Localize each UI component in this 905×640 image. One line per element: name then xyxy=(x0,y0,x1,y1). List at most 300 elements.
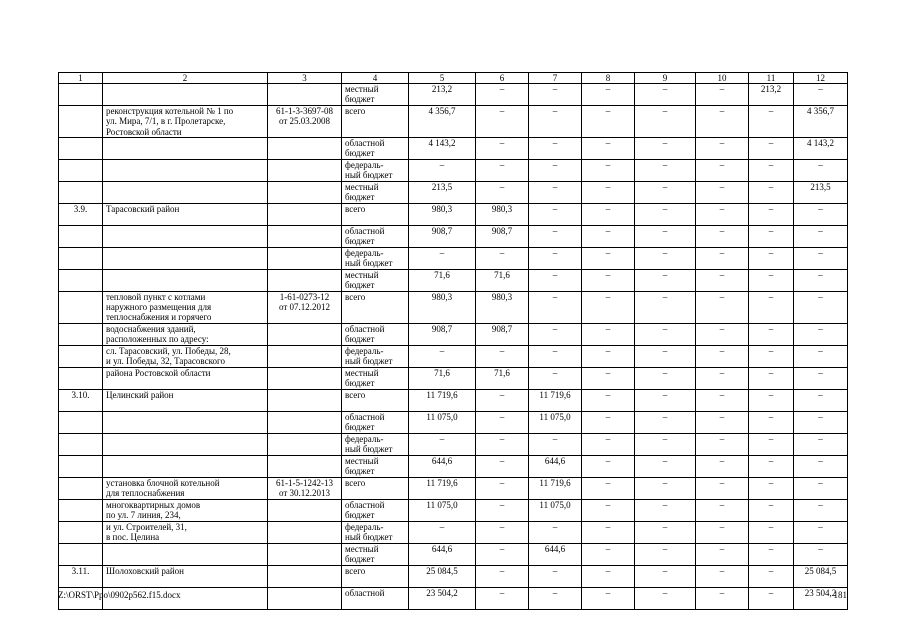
amount-cell: 23 504,2 xyxy=(794,587,848,609)
amount-cell: – xyxy=(529,367,582,389)
section-number-cell xyxy=(59,499,103,521)
amount-cell: – xyxy=(635,323,696,345)
amount-cell: – xyxy=(696,411,749,433)
header-cell: 7 xyxy=(529,73,582,84)
amount-cell: – xyxy=(749,181,794,203)
table-row xyxy=(59,269,848,291)
amount-cell: 11 719,6 xyxy=(409,477,476,499)
amount-cell: – xyxy=(794,521,848,543)
amount-cell: 4 143,2 xyxy=(409,137,476,159)
description-cell: района Ростовской области xyxy=(103,367,268,389)
amount-cell: 213,2 xyxy=(409,84,476,106)
budget-source-cell: федераль- ный бюджет xyxy=(342,159,409,181)
amount-cell: – xyxy=(635,367,696,389)
amount-cell: – xyxy=(749,225,794,247)
document-reference-cell xyxy=(268,543,342,565)
amount-cell: – xyxy=(696,389,749,411)
amount-cell: – xyxy=(476,543,529,565)
amount-cell: – xyxy=(696,323,749,345)
amount-cell: 908,7 xyxy=(409,225,476,247)
amount-cell: – xyxy=(794,291,848,323)
section-number-cell xyxy=(59,291,103,323)
amount-cell: – xyxy=(582,291,635,323)
section-number-cell xyxy=(59,411,103,433)
amount-cell: – xyxy=(696,433,749,455)
document-reference-cell xyxy=(268,159,342,181)
budget-source-cell: всего xyxy=(342,106,409,138)
table-row xyxy=(59,565,848,587)
table-row xyxy=(59,225,848,247)
budget-source-cell: областной бюджет xyxy=(342,323,409,345)
amount-cell: – xyxy=(476,521,529,543)
amount-cell: – xyxy=(476,433,529,455)
budget-source-cell: всего xyxy=(342,477,409,499)
amount-cell: – xyxy=(749,323,794,345)
document-reference-cell xyxy=(268,203,342,225)
section-number-cell: 3.9. xyxy=(59,203,103,225)
amount-cell: – xyxy=(794,84,848,106)
document-page xyxy=(58,72,847,610)
description-cell xyxy=(103,84,268,106)
amount-cell: – xyxy=(476,137,529,159)
table-row xyxy=(59,499,848,521)
budget-source-cell: областной бюджет xyxy=(342,499,409,521)
section-number-cell: 3.10. xyxy=(59,389,103,411)
amount-cell: – xyxy=(635,477,696,499)
budget-source-cell: федераль- ный бюджет xyxy=(342,521,409,543)
amount-cell: 71,6 xyxy=(476,269,529,291)
amount-cell: – xyxy=(696,137,749,159)
amount-cell: – xyxy=(635,225,696,247)
amount-cell: – xyxy=(794,499,848,521)
budget-source-cell: федераль- ный бюджет xyxy=(342,433,409,455)
amount-cell: – xyxy=(696,455,749,477)
amount-cell: – xyxy=(696,565,749,587)
amount-cell: – xyxy=(476,345,529,367)
amount-cell: – xyxy=(529,269,582,291)
table-row xyxy=(59,367,848,389)
amount-cell: – xyxy=(582,389,635,411)
amount-cell: – xyxy=(635,291,696,323)
budget-source-cell: всего xyxy=(342,389,409,411)
amount-cell: – xyxy=(582,367,635,389)
amount-cell: – xyxy=(582,159,635,181)
section-number-cell xyxy=(59,543,103,565)
amount-cell: – xyxy=(749,106,794,138)
amount-cell: – xyxy=(749,247,794,269)
amount-cell: – xyxy=(696,159,749,181)
amount-cell: – xyxy=(749,159,794,181)
footer-file-path: Z:\ORST\Ppo\0902p562.f15.docx xyxy=(58,590,181,600)
amount-cell: – xyxy=(635,587,696,609)
amount-cell: 71,6 xyxy=(409,269,476,291)
section-number-cell xyxy=(59,455,103,477)
amount-cell: – xyxy=(409,433,476,455)
amount-cell: – xyxy=(529,323,582,345)
amount-cell: – xyxy=(476,455,529,477)
amount-cell: 980,3 xyxy=(476,291,529,323)
footer-page-number: 181 xyxy=(833,590,847,600)
amount-cell: – xyxy=(696,291,749,323)
document-reference-cell xyxy=(268,499,342,521)
amount-cell: – xyxy=(749,411,794,433)
amount-cell: – xyxy=(409,345,476,367)
description-cell xyxy=(103,159,268,181)
amount-cell: – xyxy=(635,106,696,138)
document-reference-cell xyxy=(268,345,342,367)
amount-cell: – xyxy=(794,203,848,225)
budget-source-cell: областной бюджет xyxy=(342,225,409,247)
budget-source-cell: областной бюджет xyxy=(342,411,409,433)
amount-cell: – xyxy=(696,247,749,269)
amount-cell: – xyxy=(749,291,794,323)
section-number-cell xyxy=(59,367,103,389)
amount-cell: – xyxy=(749,345,794,367)
amount-cell: – xyxy=(635,203,696,225)
amount-cell: – xyxy=(582,455,635,477)
amount-cell: – xyxy=(635,247,696,269)
amount-cell: – xyxy=(635,137,696,159)
amount-cell: – xyxy=(529,159,582,181)
amount-cell: 11 719,6 xyxy=(529,389,582,411)
amount-cell: – xyxy=(529,106,582,138)
document-reference-cell: 61-1-3-3697-08 от 25.03.2008 xyxy=(268,106,342,138)
table-row xyxy=(59,203,848,225)
amount-cell: – xyxy=(582,521,635,543)
budget-source-cell: местный бюджет xyxy=(342,455,409,477)
amount-cell: – xyxy=(476,84,529,106)
amount-cell: – xyxy=(582,269,635,291)
amount-cell: – xyxy=(635,565,696,587)
amount-cell: – xyxy=(696,499,749,521)
amount-cell: 11 075,0 xyxy=(409,499,476,521)
section-number-cell xyxy=(59,433,103,455)
header-row xyxy=(59,73,848,84)
budget-source-cell: местный бюджет xyxy=(342,543,409,565)
amount-cell: – xyxy=(409,521,476,543)
amount-cell: – xyxy=(749,367,794,389)
amount-cell: – xyxy=(696,84,749,106)
description-cell xyxy=(103,455,268,477)
header-cell: 8 xyxy=(582,73,635,84)
document-reference-cell xyxy=(268,389,342,411)
amount-cell: 213,2 xyxy=(749,84,794,106)
amount-cell: – xyxy=(749,565,794,587)
amount-cell: – xyxy=(529,587,582,609)
section-number-cell xyxy=(59,521,103,543)
amount-cell: – xyxy=(635,455,696,477)
table-row xyxy=(59,521,848,543)
amount-cell: – xyxy=(635,521,696,543)
amount-cell: 23 504,2 xyxy=(409,587,476,609)
amount-cell: – xyxy=(749,137,794,159)
table-row xyxy=(59,247,848,269)
amount-cell: – xyxy=(529,291,582,323)
amount-cell: – xyxy=(696,543,749,565)
amount-cell: – xyxy=(696,345,749,367)
document-reference-cell xyxy=(268,137,342,159)
budget-source-cell: всего xyxy=(342,565,409,587)
amount-cell: – xyxy=(582,323,635,345)
table-row xyxy=(59,455,848,477)
table-row xyxy=(59,477,848,499)
budget-source-cell: всего xyxy=(342,203,409,225)
document-reference-cell xyxy=(268,225,342,247)
header-cell: 3 xyxy=(268,73,342,84)
amount-cell: – xyxy=(476,247,529,269)
description-cell xyxy=(103,247,268,269)
amount-cell: – xyxy=(582,137,635,159)
amount-cell: – xyxy=(582,411,635,433)
amount-cell: – xyxy=(582,247,635,269)
description-cell: Тарасовский район xyxy=(103,203,268,225)
budget-source-cell: местный бюджет xyxy=(342,84,409,106)
amount-cell: – xyxy=(582,587,635,609)
section-number-cell xyxy=(59,477,103,499)
amount-cell: – xyxy=(476,389,529,411)
description-cell xyxy=(103,411,268,433)
amount-cell: – xyxy=(529,565,582,587)
amount-cell: – xyxy=(529,345,582,367)
header-cell: 12 xyxy=(794,73,848,84)
amount-cell: – xyxy=(582,565,635,587)
table-row xyxy=(59,181,848,203)
amount-cell: – xyxy=(794,269,848,291)
table-row xyxy=(59,84,848,106)
amount-cell: – xyxy=(582,225,635,247)
amount-cell: – xyxy=(409,247,476,269)
amount-cell: – xyxy=(529,181,582,203)
amount-cell: 4 356,7 xyxy=(794,106,848,138)
amount-cell: 71,6 xyxy=(409,367,476,389)
amount-cell: – xyxy=(582,345,635,367)
description-cell: и ул. Строителей, 31, в пос. Целина xyxy=(103,521,268,543)
document-reference-cell xyxy=(268,247,342,269)
amount-cell: – xyxy=(696,477,749,499)
header-cell: 4 xyxy=(342,73,409,84)
budget-source-cell: местный бюджет xyxy=(342,367,409,389)
description-cell: реконструкция котельной № 1 по ул. Мира, 7/1, в г. Пролетарске, Ростовской области xyxy=(103,106,268,138)
amount-cell: – xyxy=(794,433,848,455)
amount-cell: – xyxy=(794,323,848,345)
amount-cell: 11 719,6 xyxy=(409,389,476,411)
amount-cell: – xyxy=(529,84,582,106)
amount-cell: – xyxy=(635,433,696,455)
amount-cell: – xyxy=(529,203,582,225)
description-cell: Шолоховский район xyxy=(103,565,268,587)
amount-cell: 213,5 xyxy=(409,181,476,203)
table-row xyxy=(59,411,848,433)
table-row xyxy=(59,389,848,411)
section-number-cell xyxy=(59,106,103,138)
table-row xyxy=(59,291,848,323)
amount-cell: 25 084,5 xyxy=(794,565,848,587)
section-number-cell xyxy=(59,159,103,181)
amount-cell: – xyxy=(794,455,848,477)
section-number-cell xyxy=(59,345,103,367)
section-number-cell xyxy=(59,269,103,291)
amount-cell: 4 143,2 xyxy=(794,137,848,159)
description-cell: сл. Тарасовский, ул. Победы, 28, и ул. Победы, 32, Тарасовского xyxy=(103,345,268,367)
amount-cell: – xyxy=(749,521,794,543)
amount-cell: – xyxy=(749,543,794,565)
budget-source-cell: местный бюджет xyxy=(342,181,409,203)
description-cell: тепловой пункт с котлами наружного размещения для теплоснабжения и горячего xyxy=(103,291,268,323)
document-reference-cell xyxy=(268,433,342,455)
amount-cell: – xyxy=(635,181,696,203)
table-row xyxy=(59,159,848,181)
description-cell xyxy=(103,181,268,203)
budget-source-cell: областной xyxy=(342,587,409,609)
header-cell: 5 xyxy=(409,73,476,84)
description-cell: Целинский район xyxy=(103,389,268,411)
amount-cell: – xyxy=(794,367,848,389)
amount-cell: 908,7 xyxy=(476,225,529,247)
description-cell xyxy=(103,543,268,565)
amount-cell: – xyxy=(582,181,635,203)
amount-cell: 644,6 xyxy=(409,543,476,565)
amount-cell: – xyxy=(582,499,635,521)
header-cell: 10 xyxy=(696,73,749,84)
amount-cell: – xyxy=(529,247,582,269)
amount-cell: – xyxy=(582,106,635,138)
amount-cell: – xyxy=(696,106,749,138)
amount-cell: 213,5 xyxy=(794,181,848,203)
document-reference-cell xyxy=(268,455,342,477)
amount-cell: – xyxy=(696,367,749,389)
amount-cell: 11 719,6 xyxy=(529,477,582,499)
section-number-cell xyxy=(59,137,103,159)
section-number-cell: 3.11. xyxy=(59,565,103,587)
header-cell: 9 xyxy=(635,73,696,84)
document-reference-cell xyxy=(268,181,342,203)
table-row xyxy=(59,323,848,345)
header-cell: 11 xyxy=(749,73,794,84)
budget-source-cell: федераль- ный бюджет xyxy=(342,247,409,269)
section-number-cell xyxy=(59,181,103,203)
document-reference-cell xyxy=(268,565,342,587)
section-number-cell xyxy=(59,225,103,247)
amount-cell: 11 075,0 xyxy=(529,411,582,433)
budget-source-cell: областной бюджет xyxy=(342,137,409,159)
amount-cell: – xyxy=(696,203,749,225)
amount-cell: – xyxy=(476,499,529,521)
budget-source-cell: всего xyxy=(342,291,409,323)
amount-cell: – xyxy=(635,159,696,181)
section-number-cell xyxy=(59,323,103,345)
amount-cell: – xyxy=(476,477,529,499)
amount-cell: – xyxy=(635,411,696,433)
amount-cell: – xyxy=(529,225,582,247)
table-row xyxy=(59,345,848,367)
amount-cell: – xyxy=(635,499,696,521)
table-row xyxy=(59,543,848,565)
amount-cell: – xyxy=(635,84,696,106)
amount-cell: – xyxy=(696,269,749,291)
amount-cell: – xyxy=(529,137,582,159)
table-row xyxy=(59,433,848,455)
amount-cell: 11 075,0 xyxy=(529,499,582,521)
description-cell xyxy=(103,269,268,291)
amount-cell: – xyxy=(529,433,582,455)
amount-cell: – xyxy=(696,521,749,543)
amount-cell: – xyxy=(529,521,582,543)
document-reference-cell xyxy=(268,411,342,433)
amount-cell: 980,3 xyxy=(409,291,476,323)
amount-cell: – xyxy=(476,159,529,181)
amount-cell: – xyxy=(794,477,848,499)
document-reference-cell xyxy=(268,323,342,345)
amount-cell: – xyxy=(635,345,696,367)
amount-cell: 908,7 xyxy=(476,323,529,345)
amount-cell: – xyxy=(749,455,794,477)
description-cell: многоквартирных домов по ул. 7 линия, 234, xyxy=(103,499,268,521)
amount-cell: 644,6 xyxy=(529,455,582,477)
section-number-cell xyxy=(59,84,103,106)
amount-cell: – xyxy=(749,587,794,609)
amount-cell: 644,6 xyxy=(529,543,582,565)
amount-cell: – xyxy=(582,203,635,225)
budget-source-cell: федераль- ный бюджет xyxy=(342,345,409,367)
description-cell: установка блочной котельной для теплоснабжения xyxy=(103,477,268,499)
amount-cell: 11 075,0 xyxy=(409,411,476,433)
amount-cell: – xyxy=(794,225,848,247)
document-reference-cell xyxy=(268,521,342,543)
amount-cell: – xyxy=(749,389,794,411)
document-reference-cell xyxy=(268,269,342,291)
budget-table xyxy=(58,72,848,610)
document-reference-cell xyxy=(268,367,342,389)
description-cell xyxy=(103,225,268,247)
table-row xyxy=(59,137,848,159)
amount-cell: 25 084,5 xyxy=(409,565,476,587)
header-cell: 6 xyxy=(476,73,529,84)
amount-cell: 71,6 xyxy=(476,367,529,389)
amount-cell: 644,6 xyxy=(409,455,476,477)
amount-cell: – xyxy=(476,106,529,138)
budget-source-cell: местный бюджет xyxy=(342,269,409,291)
description-cell xyxy=(103,433,268,455)
amount-cell: – xyxy=(635,269,696,291)
amount-cell: – xyxy=(749,203,794,225)
table-row xyxy=(59,106,848,138)
amount-cell: – xyxy=(476,411,529,433)
amount-cell: 980,3 xyxy=(409,203,476,225)
amount-cell: 908,7 xyxy=(409,323,476,345)
document-reference-cell xyxy=(268,587,342,609)
amount-cell: – xyxy=(635,543,696,565)
amount-cell: – xyxy=(794,389,848,411)
amount-cell: 980,3 xyxy=(476,203,529,225)
amount-cell: – xyxy=(794,543,848,565)
amount-cell: – xyxy=(794,411,848,433)
amount-cell: – xyxy=(635,389,696,411)
description-cell: водоснабжения зданий, расположенных по адресу: xyxy=(103,323,268,345)
amount-cell: 4 356,7 xyxy=(409,106,476,138)
amount-cell: – xyxy=(749,433,794,455)
description-cell xyxy=(103,137,268,159)
amount-cell: – xyxy=(696,225,749,247)
amount-cell: – xyxy=(696,587,749,609)
document-reference-cell: 61-1-5-1242-13 от 30.12.2013 xyxy=(268,477,342,499)
amount-cell: – xyxy=(582,477,635,499)
document-reference-cell xyxy=(268,84,342,106)
amount-cell: – xyxy=(794,247,848,269)
amount-cell: – xyxy=(794,159,848,181)
amount-cell: – xyxy=(749,477,794,499)
amount-cell: – xyxy=(749,269,794,291)
header-cell: 1 xyxy=(59,73,103,84)
